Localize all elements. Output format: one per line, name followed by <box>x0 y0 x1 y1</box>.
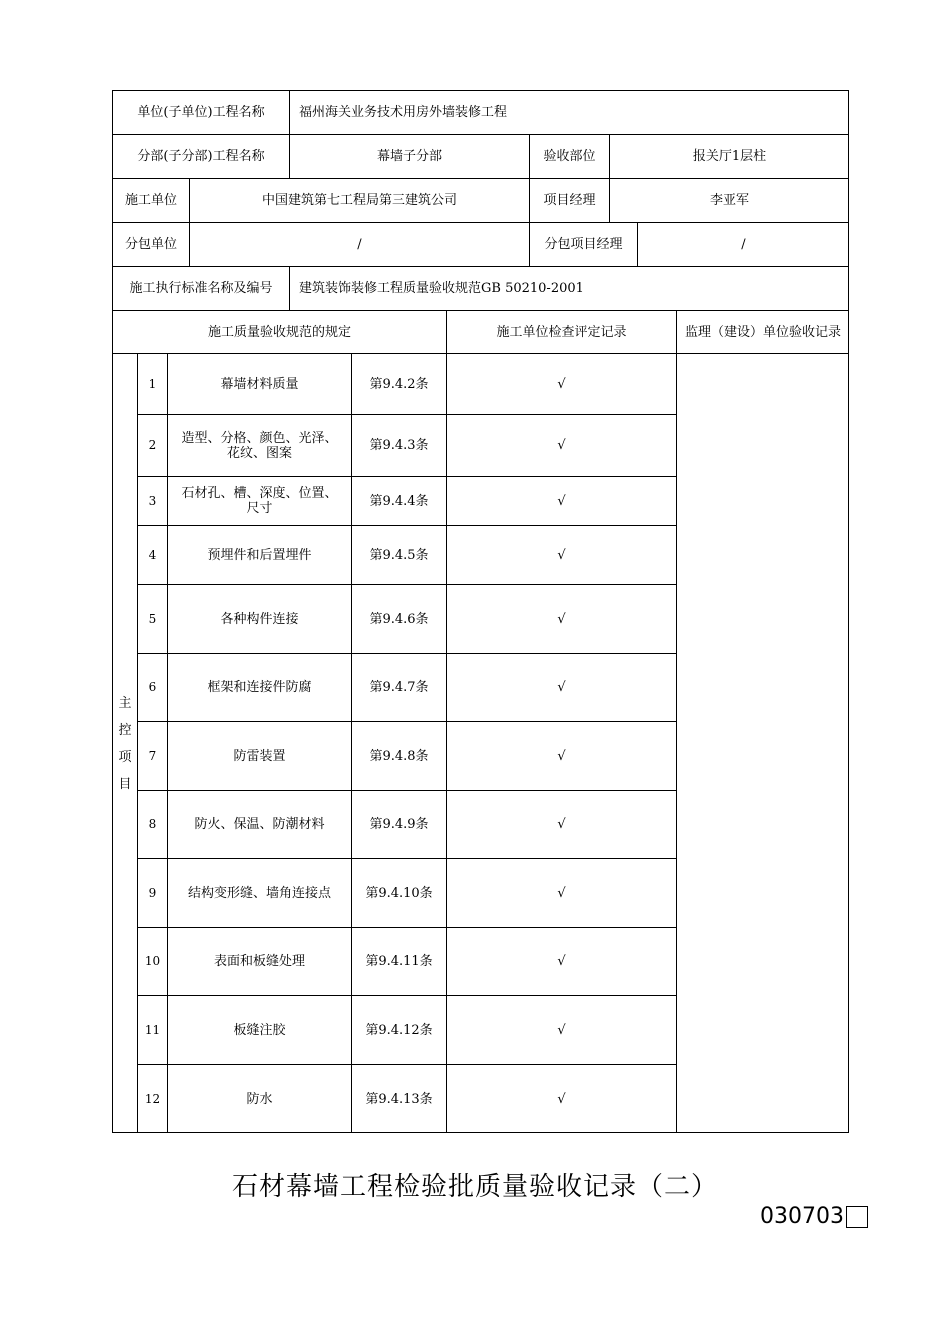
item-check: √ <box>446 584 676 653</box>
item-check: √ <box>446 995 676 1064</box>
item-number: 2 <box>137 414 167 476</box>
contractor-value: 中国建筑第七工程局第三建筑公司 <box>189 178 529 222</box>
item-clause: 第9.4.13条 <box>351 1064 446 1133</box>
sub-project-label: 分部(子分部)工程名称 <box>112 134 289 178</box>
item-number: 9 <box>137 858 167 927</box>
spec-column-header: 施工质量验收规范的规定 <box>112 310 446 353</box>
side-label-char: 主 <box>118 695 132 711</box>
item-clause: 第9.4.9条 <box>351 790 446 858</box>
item-name: 石材孔、槽、深度、位置、尺寸 <box>167 476 351 525</box>
side-label-char: 控 <box>118 722 132 738</box>
item-name: 结构变形缝、墙角连接点 <box>167 858 351 927</box>
item-clause: 第9.4.10条 <box>351 858 446 927</box>
acceptance-form-table <box>112 90 849 1133</box>
supervisor-record-cell <box>676 353 849 1133</box>
item-check: √ <box>446 525 676 584</box>
item-clause: 第9.4.2条 <box>351 353 446 414</box>
item-number: 5 <box>137 584 167 653</box>
item-clause: 第9.4.4条 <box>351 476 446 525</box>
item-clause: 第9.4.7条 <box>351 653 446 721</box>
item-check: √ <box>446 476 676 525</box>
item-name: 预埋件和后置埋件 <box>167 525 351 584</box>
item-clause: 第9.4.3条 <box>351 414 446 476</box>
item-check: √ <box>446 721 676 790</box>
item-name: 造型、分格、颜色、光泽、花纹、图案 <box>167 414 351 476</box>
sub-manager-label: 分包项目经理 <box>529 222 637 266</box>
code-checkbox-square <box>846 1206 868 1228</box>
item-number: 6 <box>137 653 167 721</box>
acceptance-part-label: 验收部位 <box>529 134 609 178</box>
unit-project-label: 单位(子单位)工程名称 <box>112 90 289 134</box>
item-clause: 第9.4.11条 <box>351 927 446 995</box>
item-check: √ <box>446 927 676 995</box>
item-name: 防雷装置 <box>167 721 351 790</box>
contractor-check-column-header: 施工单位检查评定记录 <box>446 310 676 353</box>
form-title: 石材幕墙工程检验批质量验收记录（二） <box>231 1172 718 1202</box>
supervisor-record-column-header: 监理（建设）单位验收记录 <box>676 310 849 353</box>
subcontractor-value: / <box>189 222 529 266</box>
item-check: √ <box>446 414 676 476</box>
item-number: 10 <box>137 927 167 995</box>
item-number: 4 <box>137 525 167 584</box>
project-manager-label: 项目经理 <box>529 178 609 222</box>
item-clause: 第9.4.12条 <box>351 995 446 1064</box>
item-clause: 第9.4.8条 <box>351 721 446 790</box>
item-name: 幕墙材料质量 <box>167 353 351 414</box>
item-name: 框架和连接件防腐 <box>167 653 351 721</box>
form-code <box>760 1204 868 1229</box>
item-number: 3 <box>137 476 167 525</box>
item-clause: 第9.4.5条 <box>351 525 446 584</box>
item-number: 12 <box>137 1064 167 1133</box>
standard-value: 建筑装饰装修工程质量验收规范GB 50210-2001 <box>289 266 849 310</box>
sub-manager-value: / <box>637 222 849 266</box>
item-name: 各种构件连接 <box>167 584 351 653</box>
item-name: 板缝注胶 <box>167 995 351 1064</box>
item-number: 8 <box>137 790 167 858</box>
item-number: 7 <box>137 721 167 790</box>
side-label-char: 项 <box>118 749 132 765</box>
item-check: √ <box>446 653 676 721</box>
unit-project-value: 福州海关业务技术用房外墙装修工程 <box>289 90 849 134</box>
side-label-char: 目 <box>118 776 132 792</box>
standard-label: 施工执行标准名称及编号 <box>112 266 289 310</box>
acceptance-part-value: 报关厅1层柱 <box>609 134 849 178</box>
item-name: 表面和板缝处理 <box>167 927 351 995</box>
contractor-label: 施工单位 <box>112 178 189 222</box>
item-check: √ <box>446 858 676 927</box>
subcontractor-label: 分包单位 <box>112 222 189 266</box>
form-code-number: 030703 <box>760 1204 844 1229</box>
item-clause: 第9.4.6条 <box>351 584 446 653</box>
sub-project-value: 幕墙子分部 <box>289 134 529 178</box>
item-number: 1 <box>137 353 167 414</box>
item-name: 防水 <box>167 1064 351 1133</box>
main-control-items-label <box>112 353 137 1133</box>
item-number: 11 <box>137 995 167 1064</box>
item-check: √ <box>446 790 676 858</box>
item-name: 防火、保温、防潮材料 <box>167 790 351 858</box>
item-check: √ <box>446 353 676 414</box>
item-check: √ <box>446 1064 676 1133</box>
project-manager-value: 李亚军 <box>609 178 849 222</box>
